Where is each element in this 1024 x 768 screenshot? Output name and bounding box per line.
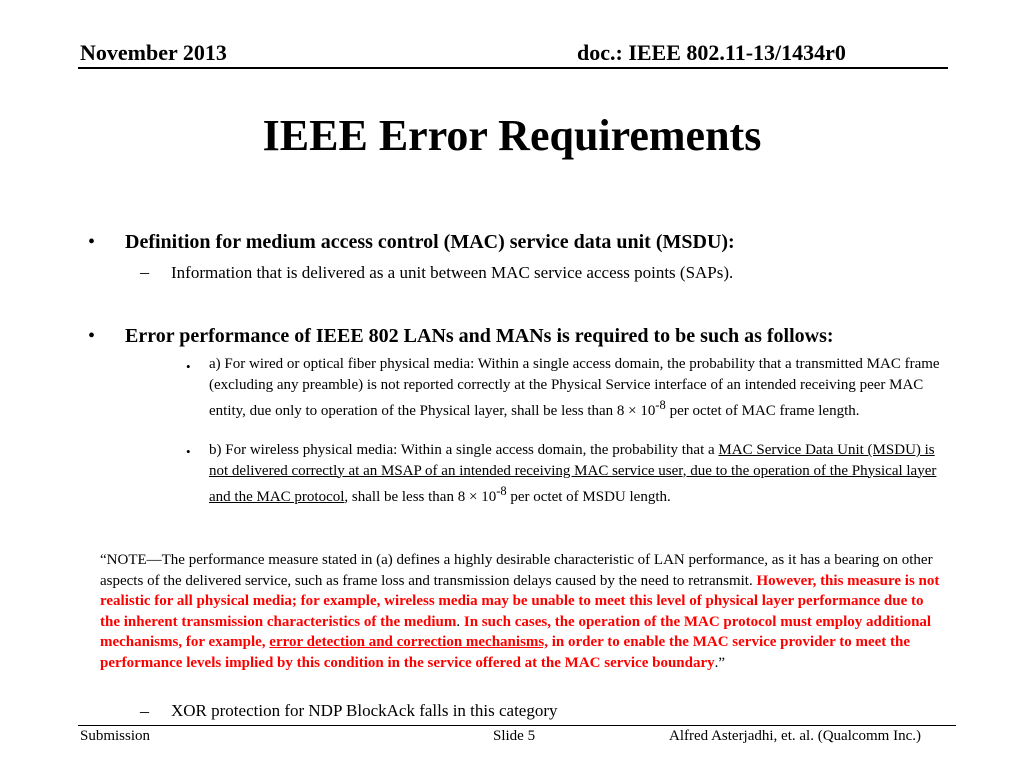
item-b-text-end: per octet of MSDU length. — [506, 489, 671, 505]
item-a-text-end: per octet of MAC frame length. — [665, 403, 860, 419]
note-highlight: However, this measure is not realistic for all physical media; for example, wireless media may be unable to meet this level of physical layer performance due to the inherent transmission characteristics of the medium — [100, 572, 940, 630]
dash-icon: – — [140, 701, 149, 721]
times-symbol: × — [628, 403, 637, 419]
bullet-icon: • — [88, 325, 96, 347]
bullet-error-performance: Error performance of IEEE 802 LANs and MANs is required to be such as follows: — [125, 325, 834, 347]
footer-slide-number: Slide 5 — [493, 728, 536, 744]
note-paragraph — [100, 550, 945, 673]
note-text: .” — [714, 654, 726, 671]
note-highlight-underlined: error detection and correction mechanisms, — [269, 634, 548, 650]
bullet-icon: • — [186, 359, 191, 374]
item-b-underlined: MAC Service Data Unit (MSDU) is not delivered correctly at an MSAP of an intended receiving MAC service user, due to the operation of the Physical layer and the MAC protocol — [209, 442, 937, 505]
bullet-msdu-definition: Definition for medium access control (MAC) service data unit (MSDU): — [125, 231, 735, 253]
xor-protection-text: XOR protection for NDP BlockAck falls in this category — [171, 701, 558, 720]
header-date: November 2013 — [80, 40, 227, 65]
header-doc-id: doc.: IEEE 802.11-13/1434r0 — [577, 40, 846, 65]
note-highlight: in order to enable the MAC service provider to meet the performance levels implied by this condition in the service offered at the MAC service boundary — [100, 634, 910, 671]
note-highlight: In such cases, the operation of the MAC protocol must employ additional mechanisms, for example, — [100, 613, 932, 650]
msdu-definition-text: Information that is delivered as a unit between MAC service access points (SAPs). — [171, 263, 734, 282]
footer-author: Alfred Asterjadhi, et. al. (Qualcomm Inc.) — [669, 728, 921, 744]
item-b-text: b) For wireless physical media: Within a single access domain, the probability that a — [209, 442, 719, 458]
item-a-text: a) For wired or optical fiber physical media: Within a single access domain, the probability that a transmitted MAC frame (excluding any preamble) is not reported correctly at the Physical Service interface of an intended receiving peer MAC entity, due only to operation of the Physical layer, shall be less than 8 — [209, 356, 940, 419]
power-base: 10 — [640, 403, 656, 419]
item-wireless-media — [209, 440, 944, 508]
power-base: 10 — [481, 489, 497, 505]
item-wired-media — [209, 354, 944, 422]
note-text: . — [456, 613, 464, 630]
header-divider — [78, 67, 948, 69]
bullet-icon: • — [88, 231, 96, 253]
slide-title: IEEE Error Requirements — [262, 111, 762, 160]
bullet-icon: • — [186, 444, 191, 459]
power-exponent: -8 — [655, 398, 666, 412]
item-b-text-mid: , shall be less than 8 — [344, 489, 469, 505]
power-exponent: -8 — [496, 484, 507, 498]
note-text: “NOTE—The performance measure stated in (a) defines a highly desirable characteristic of LAN performance, as it has a bearing on other aspects of the delivered service, such as frame loss and transmission delays caused by the need to retransmit. — [100, 552, 933, 589]
dash-icon: – — [140, 262, 149, 282]
footer-divider — [78, 725, 956, 726]
times-symbol: × — [468, 489, 478, 505]
footer-submission: Submission — [80, 728, 151, 744]
